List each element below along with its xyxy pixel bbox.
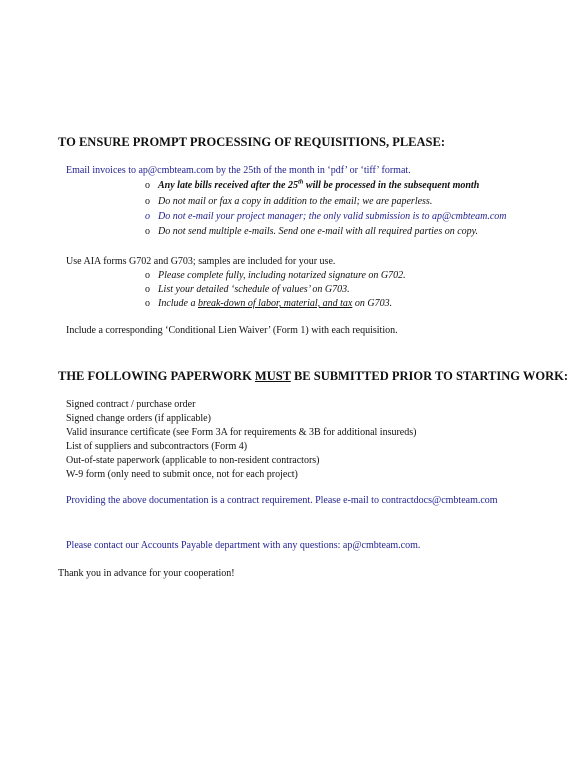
bullet-no-project-manager xyxy=(145,211,507,223)
open-bullet-icon: o xyxy=(145,298,150,309)
open-bullet-icon: o xyxy=(145,196,150,207)
aia-forms-instruction: Use AIA forms G702 and G703; samples are included for your use. xyxy=(66,256,336,267)
no-mail-text: Do not mail or fax a copy in addition to the email; we are paperless. xyxy=(158,196,433,207)
breakdown-underlined-text: break-down of labor, material, and tax xyxy=(198,298,353,309)
bullet-late-bills xyxy=(145,180,500,192)
breakdown-text-end: on G703. xyxy=(352,298,393,309)
bullet-breakdown xyxy=(145,298,500,310)
lien-waiver-instruction: Include a corresponding ‘Conditional Lien Waiver’ (Form 1) with each requisition. xyxy=(66,325,398,336)
late-bills-superscript: th xyxy=(297,178,304,186)
paperwork-heading-start: THE FOLLOWING PAPERWORK xyxy=(58,369,255,383)
email-instruction: Email invoices to ap@cmbteam.com by the 25th of the month in ‘pdf’ or ‘tiff’ format. xyxy=(66,165,411,176)
section-heading-requisitions: TO ENSURE PROMPT PROCESSING OF REQUISITIONS, PLEASE: xyxy=(58,135,445,149)
list-item: Out-of-state paperwork (applicable to non-resident contractors) xyxy=(66,455,320,466)
bullet-single-email xyxy=(145,226,500,238)
late-bills-text xyxy=(158,180,479,191)
list-item: Signed change orders (if applicable) xyxy=(66,413,211,424)
late-bills-text-end: will be processed in the subsequent month xyxy=(303,180,480,191)
open-bullet-icon: o xyxy=(145,180,150,191)
accounts-payable-contact: Please contact our Accounts Payable department with any questions: ap@cmbteam.com. xyxy=(66,540,421,551)
open-bullet-icon: o xyxy=(145,226,150,237)
list-item: List of suppliers and subcontractors (Form 4) xyxy=(66,441,248,452)
bullet-no-mail xyxy=(145,196,500,208)
open-bullet-icon: o xyxy=(145,284,150,295)
bullet-complete-fully xyxy=(145,270,500,282)
list-item: W-9 form (only need to submit once, not for each project) xyxy=(66,469,298,480)
open-bullet-icon: o xyxy=(145,211,150,222)
paperwork-heading-emphasis: MUST xyxy=(254,369,291,383)
single-email-text: Do not send multiple e-mails. Send one e-mail with all required parties on copy. xyxy=(158,226,479,237)
no-project-manager-text: Do not e-mail your project manager; the only valid submission is to ap@cmbteam.com xyxy=(158,211,507,222)
list-item: Signed contract / purchase order xyxy=(66,399,196,410)
contract-requirement-note: Providing the above documentation is a contract requirement. Please e-mail to contractdocs@cmbteam.com xyxy=(66,495,498,506)
list-item: Valid insurance certificate (see Form 3A for requirements & 3B for additional insureds) xyxy=(66,427,417,438)
late-bills-text-start: Any late bills received after the 25 xyxy=(158,180,298,191)
section-heading-paperwork xyxy=(58,369,568,384)
breakdown-text-start: Include a xyxy=(158,298,198,309)
complete-fully-text: Please complete fully, including notarized signature on G702. xyxy=(158,270,406,281)
open-bullet-icon: o xyxy=(145,270,150,281)
bullet-schedule-of-values xyxy=(145,284,500,296)
schedule-of-values-text: List your detailed ‘schedule of values’ on G703. xyxy=(158,284,350,295)
closing-thanks: Thank you in advance for your cooperation! xyxy=(58,568,235,579)
paperwork-heading-end: BE SUBMITTED PRIOR TO STARTING WORK: xyxy=(290,369,568,383)
